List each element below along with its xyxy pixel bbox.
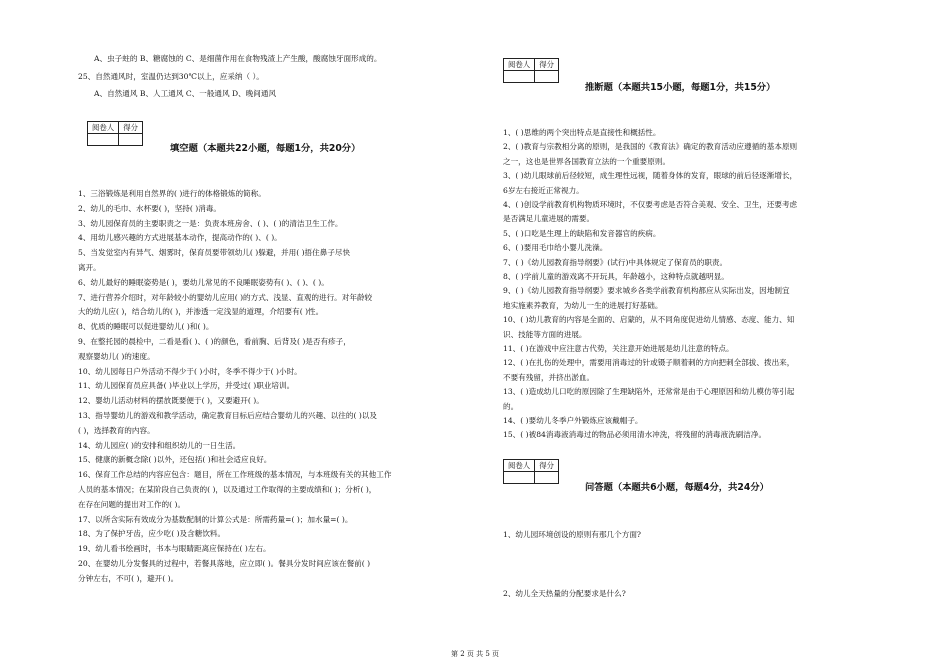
judgment-line: 8、( )学前儿童的游戏离不开玩具，年龄越小，这种特点就越明显。 (503, 272, 729, 281)
score-cell[interactable] (119, 134, 143, 146)
fill-blank-line: 15、健康的新概念除( )以外，还包括( )和社会适应良好。 (78, 455, 272, 465)
qa-question-2: 2、幼儿全天热量的分配要求是什么? (503, 589, 626, 598)
judgment-line: 12、( )在扎伤的处理中，需要用消毒过的针或镊子顺着刺的方向把刺全部拔、拨出来， (503, 358, 795, 368)
section-title-fill-blank: 填空题（本题共22小题，每题1分，共20分） (170, 143, 361, 154)
fill-blank-line: 2、幼儿的毛巾、水杯要( )，坚持( )消毒。 (78, 203, 222, 213)
question-25: 25、自然通风时，室温仍达到30℃以上，应采纳（ ）。 (78, 72, 264, 81)
fill-blank-line: 离开。 (78, 263, 101, 272)
score-box (503, 58, 559, 83)
fill-blank-line: 13、指导婴幼儿的游戏和教学活动，确定教育目标后应结合婴幼儿的兴趣、以往的( )以及 (78, 411, 377, 420)
grader-header: 阅卷人 (88, 122, 119, 134)
judgment-line: 3、( )幼儿眼球前后径较短，成生理性远视，随着身体的发育，眼球的前后径逐渐增长， (503, 171, 798, 181)
fill-blank-line: 大的幼儿应( )，结合幼儿的( )，并渗透一定浅显的道理，介绍要有( )性。 (78, 307, 324, 317)
option-line: A、自然通风 B、人工通风 C、一般通风 D、晚间通风 (94, 89, 277, 98)
fill-blank-line: 16、保育工作总结的内容应包含：题目，所在工作班级的基本情况，与本班级有关的其他工作 (78, 470, 392, 480)
fill-blank-line: 7、进行营养介绍时，对年龄较小的婴幼儿应用( )的方式、浅显、直观的进行。对年龄较 (78, 292, 373, 302)
fill-blank-line: 3、幼儿园保育员的主要职责之一是：负责本班房舍、( )、( )的清洁卫生工作。 (78, 218, 343, 228)
grader-header: 阅卷人 (504, 460, 535, 472)
grader-cell[interactable] (88, 134, 119, 146)
fill-blank-line: 4、用幼儿感兴趣的方式进展基本动作，提高动作的( )、( )。 (78, 233, 282, 243)
fill-blank-line: 14、幼儿园应( )的安排和组织幼儿的一日生活。 (78, 440, 241, 450)
score-header: 得分 (535, 59, 559, 71)
score-cell[interactable] (535, 472, 559, 484)
grader-header: 阅卷人 (504, 59, 535, 71)
judgment-line: 14、( )要幼儿冬季户外锻炼应该戴帽子。 (503, 416, 643, 425)
judgment-line: 2、( )教育与宗教相分离的原则，是我国的《教育法》确定的教育活动应遵循的基本原则 (503, 142, 798, 152)
judgment-line: 6、( )要用毛巾给小婴儿洗澡。 (503, 243, 608, 253)
fill-blank-line: 观察婴幼儿( )的速度。 (78, 351, 155, 361)
fill-blank-line: 6、幼儿最好的睡眠姿势是( )，要幼儿常见的不良睡眠姿势有( )、( )、( )。 (78, 277, 329, 287)
judgment-line: 10、( )幼儿教育的内容是全面的、启蒙的，从不同角度促进幼儿情感、态度、能力、知 (503, 315, 795, 325)
fill-blank-line: 8、优质的睡眠可以促进婴幼儿( )和( )。 (78, 322, 214, 332)
judgment-line: 不要有残留，并挤出淤血。 (503, 372, 595, 382)
score-header: 得分 (119, 122, 143, 134)
option-line: A、虫子蛀的 B、糖腐蚀的 C、是细菌作用在食物残渣上产生酸，酸腐蚀牙面形成的。 (94, 54, 382, 63)
judgment-line: 是否满足儿童进展的需要。 (503, 214, 595, 224)
judgment-line: 5、( )口吃是生理上的缺陷和发音器官的疾病。 (503, 228, 661, 238)
fill-blank-line: 19、幼儿看书绘画时，书本与眼睛距离应保持在( )左右。 (78, 544, 271, 554)
score-cell[interactable] (535, 71, 559, 83)
judgment-line: 11、( )在游戏中应注意古代势，关注意开始进展是幼儿注意的特点。 (503, 344, 734, 353)
fill-blank-line: 20、在婴幼儿分发餐具的过程中，若餐具落地，应立即( )。餐具分发时间应该在餐前( ) (78, 559, 371, 568)
fill-blank-line: 5、当发觉室内有异气、烟雾时，保育员要带领幼儿( )躲避，并用( )捂住鼻子尽快 (78, 248, 351, 258)
judgment-line: 13、( )造成幼儿口吃的原因除了生理缺陷外，还常常是由于心理原因和幼儿模仿等引起 (503, 387, 795, 397)
judgment-line: 4、( )创设学前教育机构物质环境时，不仅要考虑是否符合美观、安全、卫生，还要考虑 (503, 200, 798, 209)
fill-blank-line: 17、以所含实际有效成分为基数配制的计算公式是：所需药量=( )；加水量=( )。 (78, 514, 353, 524)
judgment-line: 地实施素养教育，为幼儿一生的进展打好基础。 (503, 300, 663, 310)
score-header: 得分 (535, 460, 559, 472)
fill-blank-line: 11、幼儿园保育员应具备( )毕业以上学历，并受过( )职业培训。 (78, 381, 295, 391)
grader-cell[interactable] (504, 71, 535, 83)
judgment-line: 之一，这也是世界各国教育立法的一个重要原则。 (503, 156, 671, 166)
judgment-line: 1、( )思维的两个突出特点是直接性和概括性。 (503, 128, 661, 137)
judgment-line: 6岁左右接近正常视力。 (503, 185, 584, 195)
judgment-line: 9、( )《幼儿园教育指导纲要》要求城乡各类学前教育机构都应从实际出发，因地制宜 (503, 286, 790, 296)
score-box (503, 459, 559, 484)
fill-blank-line: 9、在整托园的晨检中，二看是看( )、( )的颜色，看前胸、后背及( )是否有疹子， (78, 337, 351, 346)
score-box (87, 121, 143, 146)
fill-blank-line: 人员的基本情况；在某阶段自己负责的( )，以及通过工作取得的主要成绩和( )；分析( )， (78, 485, 377, 494)
section-title-judgment: 推断题（本题共15小题，每题1分，共15分） (585, 82, 776, 93)
section-title-qa: 问答题（本题共6小题，每题4分，共24分） (585, 482, 769, 493)
judgment-line: 识、技能等方面的进展。 (503, 329, 587, 339)
fill-blank-line: 10、幼儿园每日户外活动不得少于( )小时，冬季不得少于( )小时。 (78, 366, 302, 376)
fill-blank-line: 在存在问题的提出对工作的( )。 (78, 499, 186, 509)
page-footer: 第 2 页 共 5 页 (450, 650, 500, 658)
judgment-line: 的。 (503, 401, 519, 411)
fill-blank-line: 12、婴幼儿活动材料的摆放既要便于( )，又要避开( )。 (78, 396, 264, 406)
fill-blank-line: ( )，选择教育的内容。 (78, 425, 155, 435)
fill-blank-line: 18、为了保护牙齿，应少吃( )及含糖饮料。 (78, 529, 226, 539)
judgment-line: 15、( )被84消毒液消毒过的物品必须用清水冲洗，将残留的消毒液洗刷洁净。 (503, 430, 767, 440)
fill-blank-line: 1、三浴锻炼是利用自然界的( )进行的体格锻炼的简称。 (78, 189, 266, 198)
fill-blank-line: 分钟左右，不可( )，避开( )。 (78, 573, 179, 583)
qa-question-1: 1、幼儿园环境创设的原则有那几个方面? (503, 530, 641, 539)
grader-cell[interactable] (504, 472, 535, 484)
judgment-line: 7、( )《幼儿园教育指导纲要》(试行)中具体规定了保育员的职责。 (503, 257, 728, 267)
